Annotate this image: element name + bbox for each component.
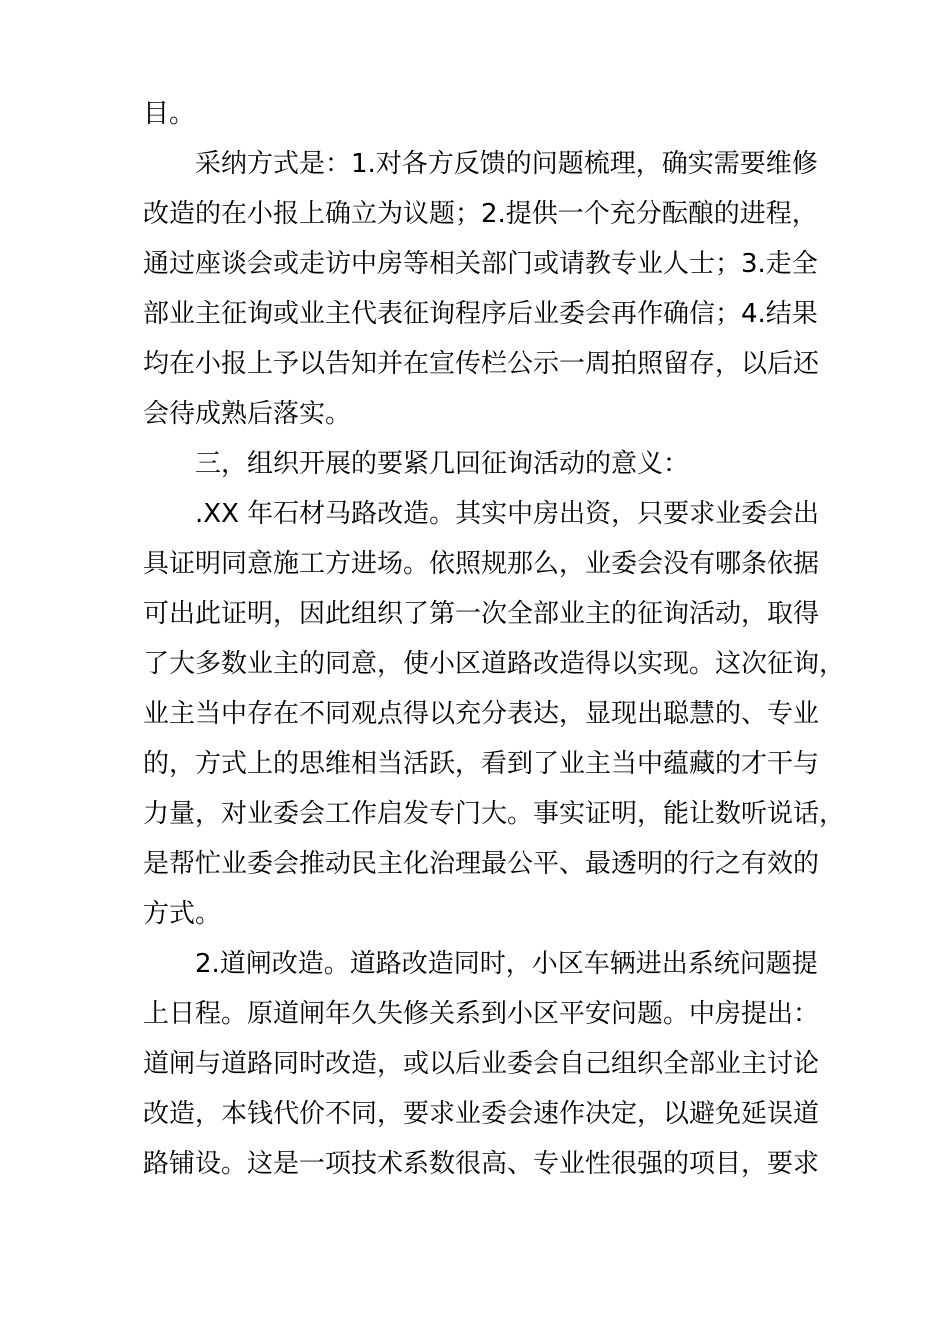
text-line-16: 是帮忙业委会推动民主化治理最公平、最透明的行之有效的	[143, 849, 820, 879]
text-line-18: 2.道闸改造。道路改造同时，小区车辆进出系统问题提	[195, 949, 818, 979]
text-line-4: 通过座谈会或走访中房等相关部门或请教专业人士；3.走全	[143, 249, 818, 279]
text-line-14: 的，方式上的思维相当活跃，看到了业主当中蕴藏的才干与	[143, 749, 820, 779]
text-line-17: 方式。	[143, 899, 222, 929]
text-line-10: 具证明同意施工方进场。依照规那么，业委会没有哪条依据	[143, 549, 820, 579]
text-line-5: 部业主征询或业主代表征询程序后业委会再作确信；4.结果	[143, 299, 818, 329]
text-line-7: 会待成熟后落实。	[143, 399, 352, 429]
text-line-6: 均在小报上予以告知并在宣传栏公示一周拍照留存，以后还	[143, 349, 820, 379]
text-line-21: 改造，本钱代价不同，要求业委会速作决定，以避免延误道	[143, 1099, 820, 1129]
text-line-3: 改造的在小报上确立为议题；2.提供一个充分酝酿的进程，	[143, 199, 818, 229]
text-line-12: 了大多数业主的同意，使小区道路改造得以实现。这次征询，	[143, 649, 846, 679]
text-line-1: 目。	[143, 99, 196, 129]
text-line-11: 可出此证明，因此组织了第一次全部业主的征询活动，取得	[143, 599, 820, 629]
text-line-22: 路铺设。这是一项技术系数很高、专业性很强的项目，要求	[143, 1149, 820, 1179]
text-line-19: 上日程。原道闸年久失修关系到小区平安问题。中房提出：	[143, 999, 820, 1029]
text-line-9: .XX 年石材马路改造。其实中房出资，只要求业委会出	[195, 499, 820, 529]
text-line-13: 业主当中存在不同观点得以充分表达，显现出聪慧的、专业	[143, 699, 820, 729]
text-line-20: 道闸与道路同时改造，或以后业委会自己组织全部业主讨论	[143, 1049, 820, 1079]
text-line-2: 采纳方式是：1.对各方反馈的问题梳理，确实需要维修	[195, 149, 818, 179]
text-line-15: 力量，对业委会工作启发专门大。事实证明，能让数听说话，	[143, 799, 846, 829]
section-heading: 三，组织开展的要紧几回征询活动的意义：	[195, 449, 690, 479]
